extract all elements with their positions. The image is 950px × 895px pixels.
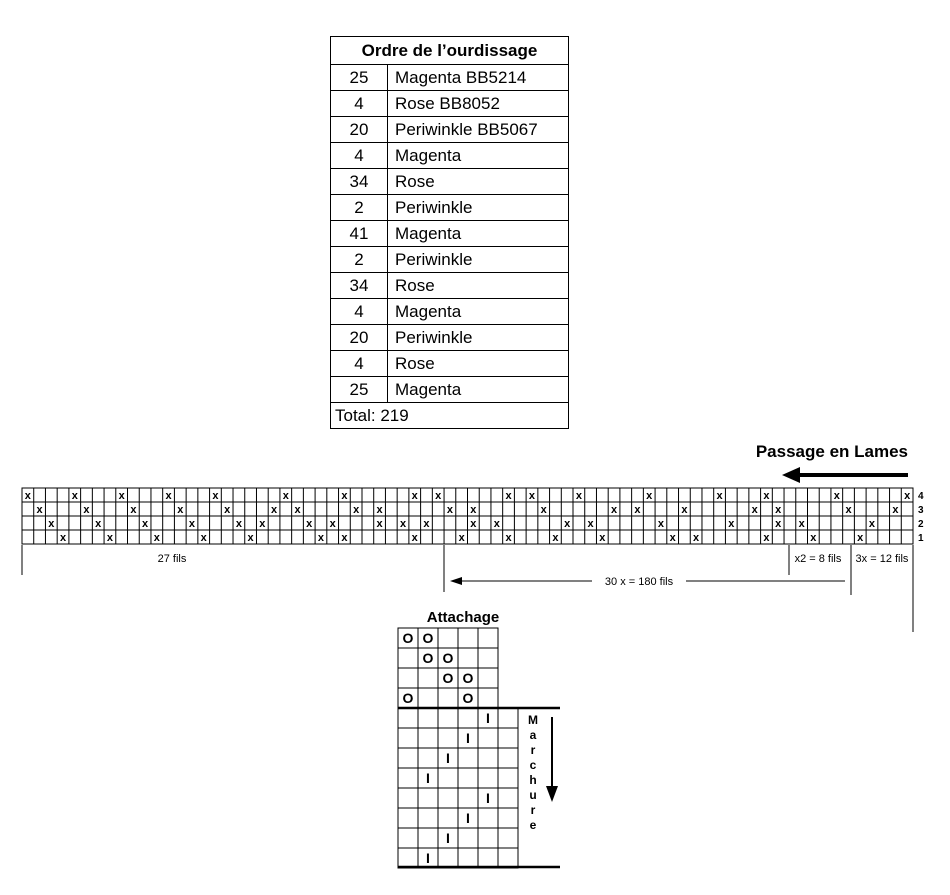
threading-mark: x — [493, 518, 500, 530]
threading-arrowhead — [782, 467, 800, 483]
threading-mark: x — [341, 490, 348, 502]
treadling-mark: I — [466, 810, 470, 826]
threading-mark: x — [48, 518, 55, 530]
threading-mark: x — [775, 504, 782, 516]
warp-count: 34 — [331, 273, 388, 299]
warp-color: Magenta — [388, 377, 569, 403]
threading-mark: x — [505, 532, 512, 544]
warp-count: 4 — [331, 299, 388, 325]
treadling-mark: I — [466, 730, 470, 746]
threading-mark: x — [693, 532, 700, 544]
ann-repeat: 30 x = 180 fils — [604, 576, 674, 588]
warp-color: Periwinkle — [388, 247, 569, 273]
warp-count: 34 — [331, 169, 388, 195]
treadling-mark: I — [426, 770, 430, 786]
threading-mark: x — [646, 490, 653, 502]
threading-mark: x — [130, 504, 137, 516]
threading-mark: x — [564, 518, 571, 530]
tieup-mark: O — [402, 690, 414, 706]
threading-mark: x — [423, 518, 430, 530]
warp-count: 20 — [331, 117, 388, 143]
threading-mark: x — [868, 518, 876, 530]
threading-mark: x — [317, 532, 325, 544]
threading-mark: x — [200, 532, 207, 544]
warp-count: 25 — [331, 65, 388, 91]
threading-mark: x — [399, 518, 407, 530]
threading-mark: x — [775, 518, 782, 530]
threading-mark: x — [845, 504, 852, 516]
threading-mark: x — [59, 532, 67, 544]
threading-mark: x — [376, 518, 383, 530]
threading-mark: x — [24, 490, 31, 502]
warp-color: Magenta BB5214 — [388, 65, 569, 91]
threading-mark: x — [540, 504, 547, 516]
threading-mark: x — [224, 504, 231, 516]
threading-mark: x — [188, 518, 196, 530]
threading-mark: x — [212, 490, 219, 502]
tieup-title: Attachage — [426, 609, 500, 626]
treadling-label-text: M a r c h u r e — [528, 713, 538, 832]
warp-color: Magenta — [388, 221, 569, 247]
tieup-mark: O — [422, 630, 434, 646]
threading-mark: x — [505, 490, 512, 502]
tieup-mark: O — [422, 650, 434, 666]
shaft-label: 1 — [918, 533, 924, 544]
threading-mark: x — [810, 532, 817, 544]
threading-mark: x — [657, 518, 665, 530]
threading-mark: x — [411, 490, 418, 502]
threading-mark: x — [247, 532, 254, 544]
threading-mark: x — [763, 532, 770, 544]
warp-count: 25 — [331, 377, 388, 403]
threading-mark: x — [106, 532, 113, 544]
treadling-arrowhead — [546, 786, 558, 802]
threading-mark: x — [716, 490, 723, 502]
warp-color: Rose — [388, 169, 569, 195]
threading-mark: x — [763, 490, 770, 502]
shaft-label: 4 — [918, 491, 924, 502]
threading-mark: x — [552, 532, 559, 544]
warp-color: Magenta — [388, 299, 569, 325]
threading-mark: x — [587, 518, 594, 530]
threading-mark: x — [259, 518, 266, 530]
treadling-mark: I — [486, 790, 490, 806]
threading-title: Passage en Lames — [755, 442, 908, 461]
threading-mark: x — [329, 518, 336, 530]
warp-count: 4 — [331, 351, 388, 377]
warp-color: Rose — [388, 351, 569, 377]
ann-27-fils: 27 fils — [157, 553, 187, 565]
warp-color: Periwinkle — [388, 325, 569, 351]
tieup-mark: O — [442, 670, 454, 686]
tieup-mark: O — [462, 690, 474, 706]
warp-total: Total: 219 — [331, 403, 569, 429]
threading-mark: x — [833, 490, 840, 502]
threading-mark: x — [610, 504, 618, 516]
treadling-mark: I — [446, 750, 450, 766]
warp-color: Rose BB8052 — [388, 91, 569, 117]
warp-count: 2 — [331, 195, 388, 221]
threading-mark: x — [892, 504, 899, 516]
ann-x3: 3x = 12 fils — [855, 553, 909, 565]
shaft-label: 2 — [918, 519, 924, 530]
threading-mark: x — [71, 490, 78, 502]
threading-mark: x — [341, 532, 348, 544]
threading-mark: x — [376, 504, 383, 516]
threading-mark: x — [528, 490, 536, 502]
warp-count: 20 — [331, 325, 388, 351]
threading-mark: x — [446, 504, 453, 516]
threading-mark: x — [728, 518, 735, 530]
threading-mark: x — [270, 504, 278, 516]
ann-repeat-arrowhead — [450, 577, 462, 585]
warp-count: 41 — [331, 221, 388, 247]
warp-count: 2 — [331, 247, 388, 273]
threading-mark: x — [177, 504, 184, 516]
threading-mark: x — [599, 532, 606, 544]
threading-mark: x — [634, 504, 641, 516]
threading-mark: x — [294, 504, 301, 516]
treadling-label — [528, 713, 538, 832]
threading-mark: x — [153, 532, 160, 544]
threading-mark: x — [83, 504, 90, 516]
shaft-label: 3 — [918, 505, 924, 516]
ann-x2: x2 = 8 fils — [794, 553, 842, 565]
threading-mark: x — [118, 490, 125, 502]
threading-mark: x — [681, 504, 688, 516]
warp-color: Rose — [388, 273, 569, 299]
threading-mark: x — [36, 504, 43, 516]
tieup-mark: O — [462, 670, 474, 686]
tieup-grid — [398, 628, 498, 708]
threading-mark: x — [95, 518, 102, 530]
treadling-mark: I — [426, 850, 430, 866]
warp-count: 4 — [331, 143, 388, 169]
threading-mark: x — [353, 504, 360, 516]
threading-mark: x — [458, 532, 465, 544]
tieup-mark: O — [442, 650, 454, 666]
warp-color: Magenta — [388, 143, 569, 169]
tieup-mark: O — [402, 630, 414, 646]
threading-mark: x — [575, 490, 582, 502]
treadling-mark: I — [446, 830, 450, 846]
threading-mark: x — [470, 504, 477, 516]
warp-color: Periwinkle — [388, 195, 569, 221]
threading-mark: x — [282, 490, 289, 502]
threading-mark: x — [306, 518, 313, 530]
warp-count: 4 — [331, 91, 388, 117]
threading-mark: x — [435, 490, 442, 502]
warp-color: Periwinkle BB5067 — [388, 117, 569, 143]
threading-mark: x — [751, 504, 758, 516]
threading-mark: x — [142, 518, 149, 530]
threading-grid — [22, 488, 924, 544]
threading-mark: x — [411, 532, 418, 544]
threading-mark: x — [798, 518, 805, 530]
threading-mark: x — [904, 490, 911, 502]
threading-mark: x — [669, 532, 676, 544]
treadling-mark: I — [486, 710, 490, 726]
threading-mark: x — [857, 532, 864, 544]
threading-mark: x — [165, 490, 172, 502]
warp-order-title: Ordre de l’ourdissage — [331, 37, 569, 65]
threading-mark: x — [470, 518, 477, 530]
threading-mark: x — [235, 518, 242, 530]
